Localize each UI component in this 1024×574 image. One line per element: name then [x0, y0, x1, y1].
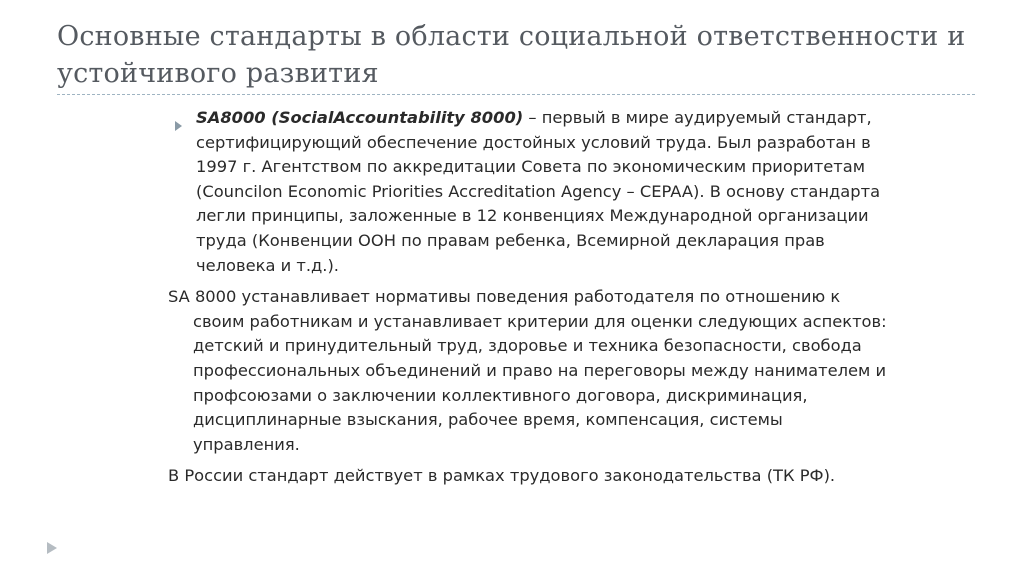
sa8000-emphasis: SA8000 (SocialAccountability 8000): [196, 108, 524, 127]
paragraph-sa8000: [168, 106, 888, 278]
next-slide-arrow-icon[interactable]: [45, 541, 59, 555]
title-divider: [57, 94, 975, 95]
paragraph-russia: В России стандарт действует в рамках трудового законодательства (ТК РФ).: [168, 466, 836, 486]
sa8000-description: – первый в мире аудируемый стандарт, сертифицирующий обеспечение достойных условий труда. Был разработан в 1997 г. Агентством по аккредитации Совета по экономическим приоритетам (Councilon Economic Priorities Accreditation Agency – CEPAA). В основу стандарта легли принципы, заложенные в 12 конвенциях Международной организации труда (Конвенции ООН по правам ребенка, Всемирной декларация прав человека и т.д.).: [196, 108, 881, 275]
bullet-arrow-icon: [174, 114, 184, 124]
slide-title: Основные стандарты в области социальной ответственности и устойчивого развития: [57, 21, 966, 89]
slide-body: [168, 106, 888, 496]
bullet-paragraph: [168, 106, 888, 278]
paragraph-norms: SA 8000 устанавливает нормативы поведения работодателя по отношению к своим работникам и устанавливает критерии для оценки следующих аспектов: детский и принудительный труд, здоровье и техника безопасности, свобода профессиональных объединений и право на переговоры между нанимателем и профсоюзами о заключении коллективного договора, дискриминация, дисциплинарные взыскания, рабочее время, компенсация, системы управления.: [168, 287, 887, 454]
